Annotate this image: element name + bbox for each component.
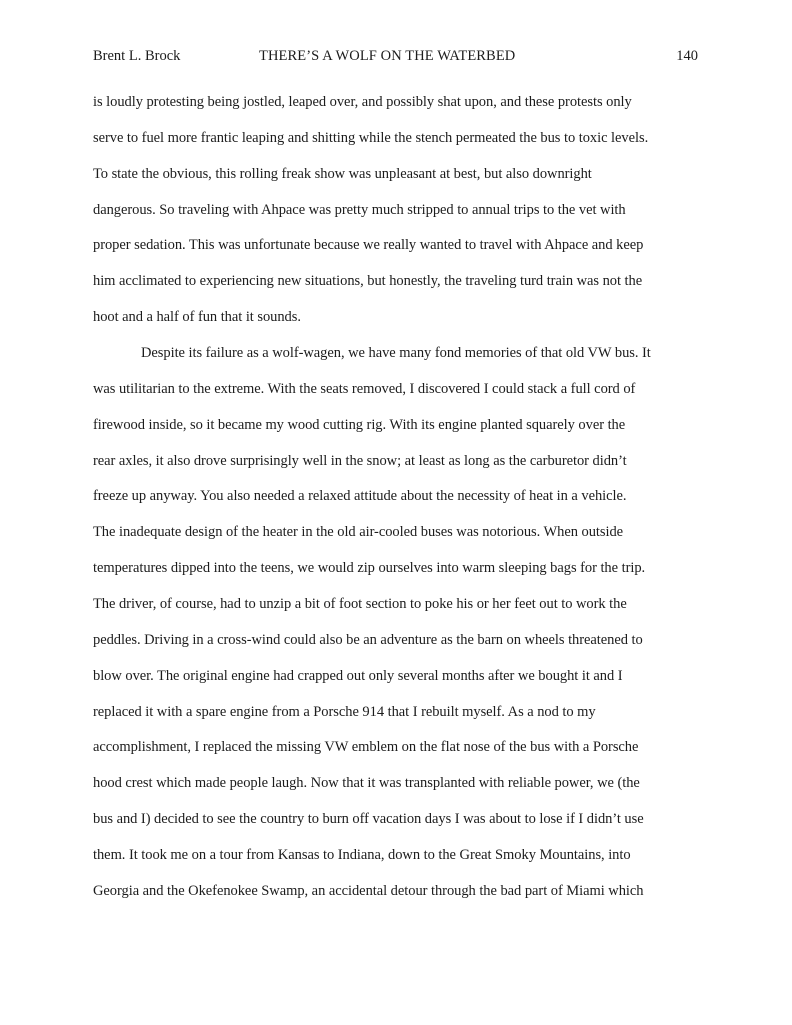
running-header <box>93 46 698 66</box>
text-line: dangerous. So traveling with Ahpace was pretty much stripped to annual trips to the vet with <box>93 201 626 218</box>
text-line: peddles. Driving in a cross-wind could also be an adventure as the barn on wheels threatened to <box>93 631 643 648</box>
text-line: accomplishment, I replaced the missing VW emblem on the flat nose of the bus with a Porsche <box>93 739 639 756</box>
text-line: To state the obvious, this rolling freak show was unpleasant at best, but also downright <box>93 165 592 182</box>
text-line: firewood inside, so it became my wood cutting rig. With its engine planted squarely over the <box>93 416 626 433</box>
text-line: him acclimated to experiencing new situations, but honestly, the traveling turd train was not the <box>93 273 643 290</box>
text-line: freeze up anyway. You also needed a relaxed attitude about the necessity of heat in a vehicle. <box>93 488 627 505</box>
text-line: rear axles, it also drove surprisingly well in the snow; at least as long as the carburetor didn’t <box>93 452 627 469</box>
text-line: bus and I) decided to see the country to burn off vacation days I was about to lose if I didn’t use <box>93 811 644 828</box>
header-author: Brent L. Brock <box>93 48 181 64</box>
paragraph-first-line: Despite its failure as a wolf-wagen, we have many fond memories of that old VW bus. It <box>141 345 651 362</box>
text-line: proper sedation. This was unfortunate because we really wanted to travel with Ahpace and keep <box>93 237 644 254</box>
header-page-number: 140 <box>676 48 698 64</box>
header-title: THERE’S A WOLF ON THE WATERBED <box>259 48 516 64</box>
text-line: serve to fuel more frantic leaping and shitting while the stench permeated the bus to toxic levels. <box>93 129 649 146</box>
text-line: blow over. The original engine had crapped out only several months after we bought it and I <box>93 667 623 684</box>
text-line: is loudly protesting being jostled, leaped over, and possibly shat upon, and these protests only <box>93 94 632 110</box>
text-line: them. It took me on a tour from Kansas to Indiana, down to the Great Smoky Mountains, into <box>93 847 631 864</box>
text-line: was utilitarian to the extreme. With the seats removed, I discovered I could stack a full cord of <box>93 380 636 397</box>
text-line: The inadequate design of the heater in the old air-cooled buses was notorious. When outside <box>93 524 624 541</box>
text-line: The driver, of course, had to unzip a bit of foot section to poke his or her feet out to work the <box>93 596 627 613</box>
text-line: temperatures dipped into the teens, we would zip ourselves into warm sleeping bags for the trip. <box>93 560 646 577</box>
text-line: hoot and a half of fun that it sounds. <box>93 309 301 326</box>
text-line: replaced it with a spare engine from a Porsche 914 that I rebuilt myself. As a nod to my <box>93 703 596 720</box>
body-text <box>93 90 713 915</box>
text-line: Georgia and the Okefenokee Swamp, an accidental detour through the bad part of Miami which <box>93 882 644 899</box>
text-line: hood crest which made people laugh. Now that it was transplanted with reliable power, we (the <box>93 775 640 792</box>
